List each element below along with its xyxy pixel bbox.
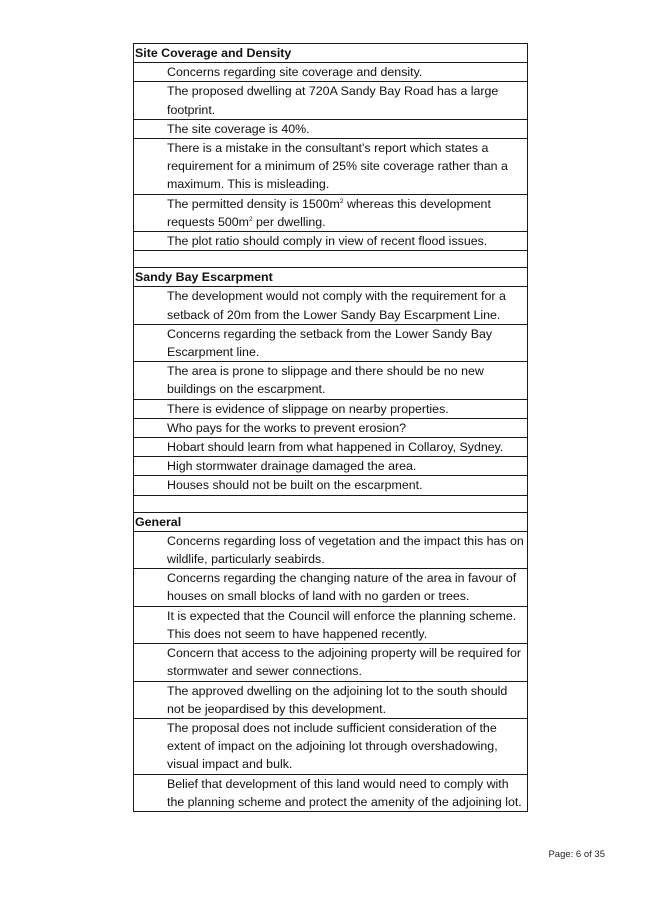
table-row	[134, 418, 528, 437]
text-segment: per dwelling.	[252, 214, 326, 229]
table-row	[134, 324, 528, 361]
table-cell: The proposed dwelling at 720A Sandy Bay Road has a large footprint.	[134, 82, 528, 119]
section-heading: General	[134, 512, 528, 531]
table-cell: The site coverage is 40%.	[134, 119, 528, 138]
table-cell	[134, 194, 528, 231]
spacer-row	[134, 495, 528, 512]
table-row	[134, 438, 528, 457]
table-row	[134, 119, 528, 138]
section-heading-row	[134, 512, 528, 531]
text-segment: whereas this development requests 500m	[167, 196, 491, 229]
superscript: 2	[339, 197, 344, 205]
table-row	[134, 606, 528, 643]
page-number: Page: 6 of 35	[548, 849, 605, 860]
table-cell: The plot ratio should comply in view of recent flood issues.	[134, 232, 528, 251]
spacer-row	[134, 251, 528, 268]
table-cell: The proposal does not include sufficient consideration of the extent of impact on the adjoining lot through overshadowing, visual impact and bulk.	[134, 718, 528, 774]
table-cell: The area is prone to slippage and there should be no new buildings on the escarpment.	[134, 362, 528, 399]
table-cell: Concerns regarding the setback from the Lower Sandy Bay Escarpment line.	[134, 324, 528, 361]
table-cell: Belief that development of this land would need to comply with the planning scheme and protect the amenity of the adjoining lot.	[134, 774, 528, 811]
section-heading: Site Coverage and Density	[134, 44, 528, 63]
table-row	[134, 362, 528, 399]
table-row	[134, 232, 528, 251]
table-cell: High stormwater drainage damaged the area.	[134, 457, 528, 476]
table-cell: It is expected that the Council will enforce the planning scheme. This does not seem to have happened recently.	[134, 606, 528, 643]
table-row	[134, 644, 528, 681]
table-row	[134, 399, 528, 418]
superscript: 2	[248, 215, 253, 223]
table-cell: The development would not comply with the requirement for a setback of 20m from the Lower Sandy Bay Escarpment Line.	[134, 287, 528, 324]
table-row	[134, 569, 528, 606]
table-cell: Concerns regarding loss of vegetation and the impact this has on wildlife, particularly seabirds.	[134, 531, 528, 568]
table-row	[134, 457, 528, 476]
section-heading-row	[134, 44, 528, 63]
table-cell: Concerns regarding the changing nature of the area in favour of houses on small blocks of land with no garden or trees.	[134, 569, 528, 606]
section-heading: Sandy Bay Escarpment	[134, 268, 528, 287]
table-cell: There is a mistake in the consultant’s report which states a requirement for a minimum of 25% site coverage rather than a maximum. This is misleading.	[134, 139, 528, 195]
table-cell: Concern that access to the adjoining property will be required for stormwater and sewer connections.	[134, 644, 528, 681]
table-row	[134, 63, 528, 82]
table-row	[134, 476, 528, 495]
table-cell: Who pays for the works to prevent erosion?	[134, 418, 528, 437]
table-row	[134, 194, 528, 231]
section-heading-row	[134, 268, 528, 287]
table-cell: Concerns regarding site coverage and density.	[134, 63, 528, 82]
text-segment: The permitted density is 1500m	[167, 196, 340, 211]
table-row	[134, 82, 528, 119]
table-cell: Hobart should learn from what happened in Collaroy, Sydney.	[134, 438, 528, 457]
table-row	[134, 774, 528, 811]
table-row	[134, 681, 528, 718]
table-cell: There is evidence of slippage on nearby properties.	[134, 399, 528, 418]
table-row	[134, 531, 528, 568]
submissions-table	[133, 43, 528, 812]
spacer-cell	[134, 495, 528, 512]
table-row	[134, 718, 528, 774]
spacer-cell	[134, 251, 528, 268]
table-cell: Houses should not be built on the escarpment.	[134, 476, 528, 495]
table-row	[134, 287, 528, 324]
table-row	[134, 139, 528, 195]
table-cell: The approved dwelling on the adjoining lot to the south should not be jeopardised by this development.	[134, 681, 528, 718]
